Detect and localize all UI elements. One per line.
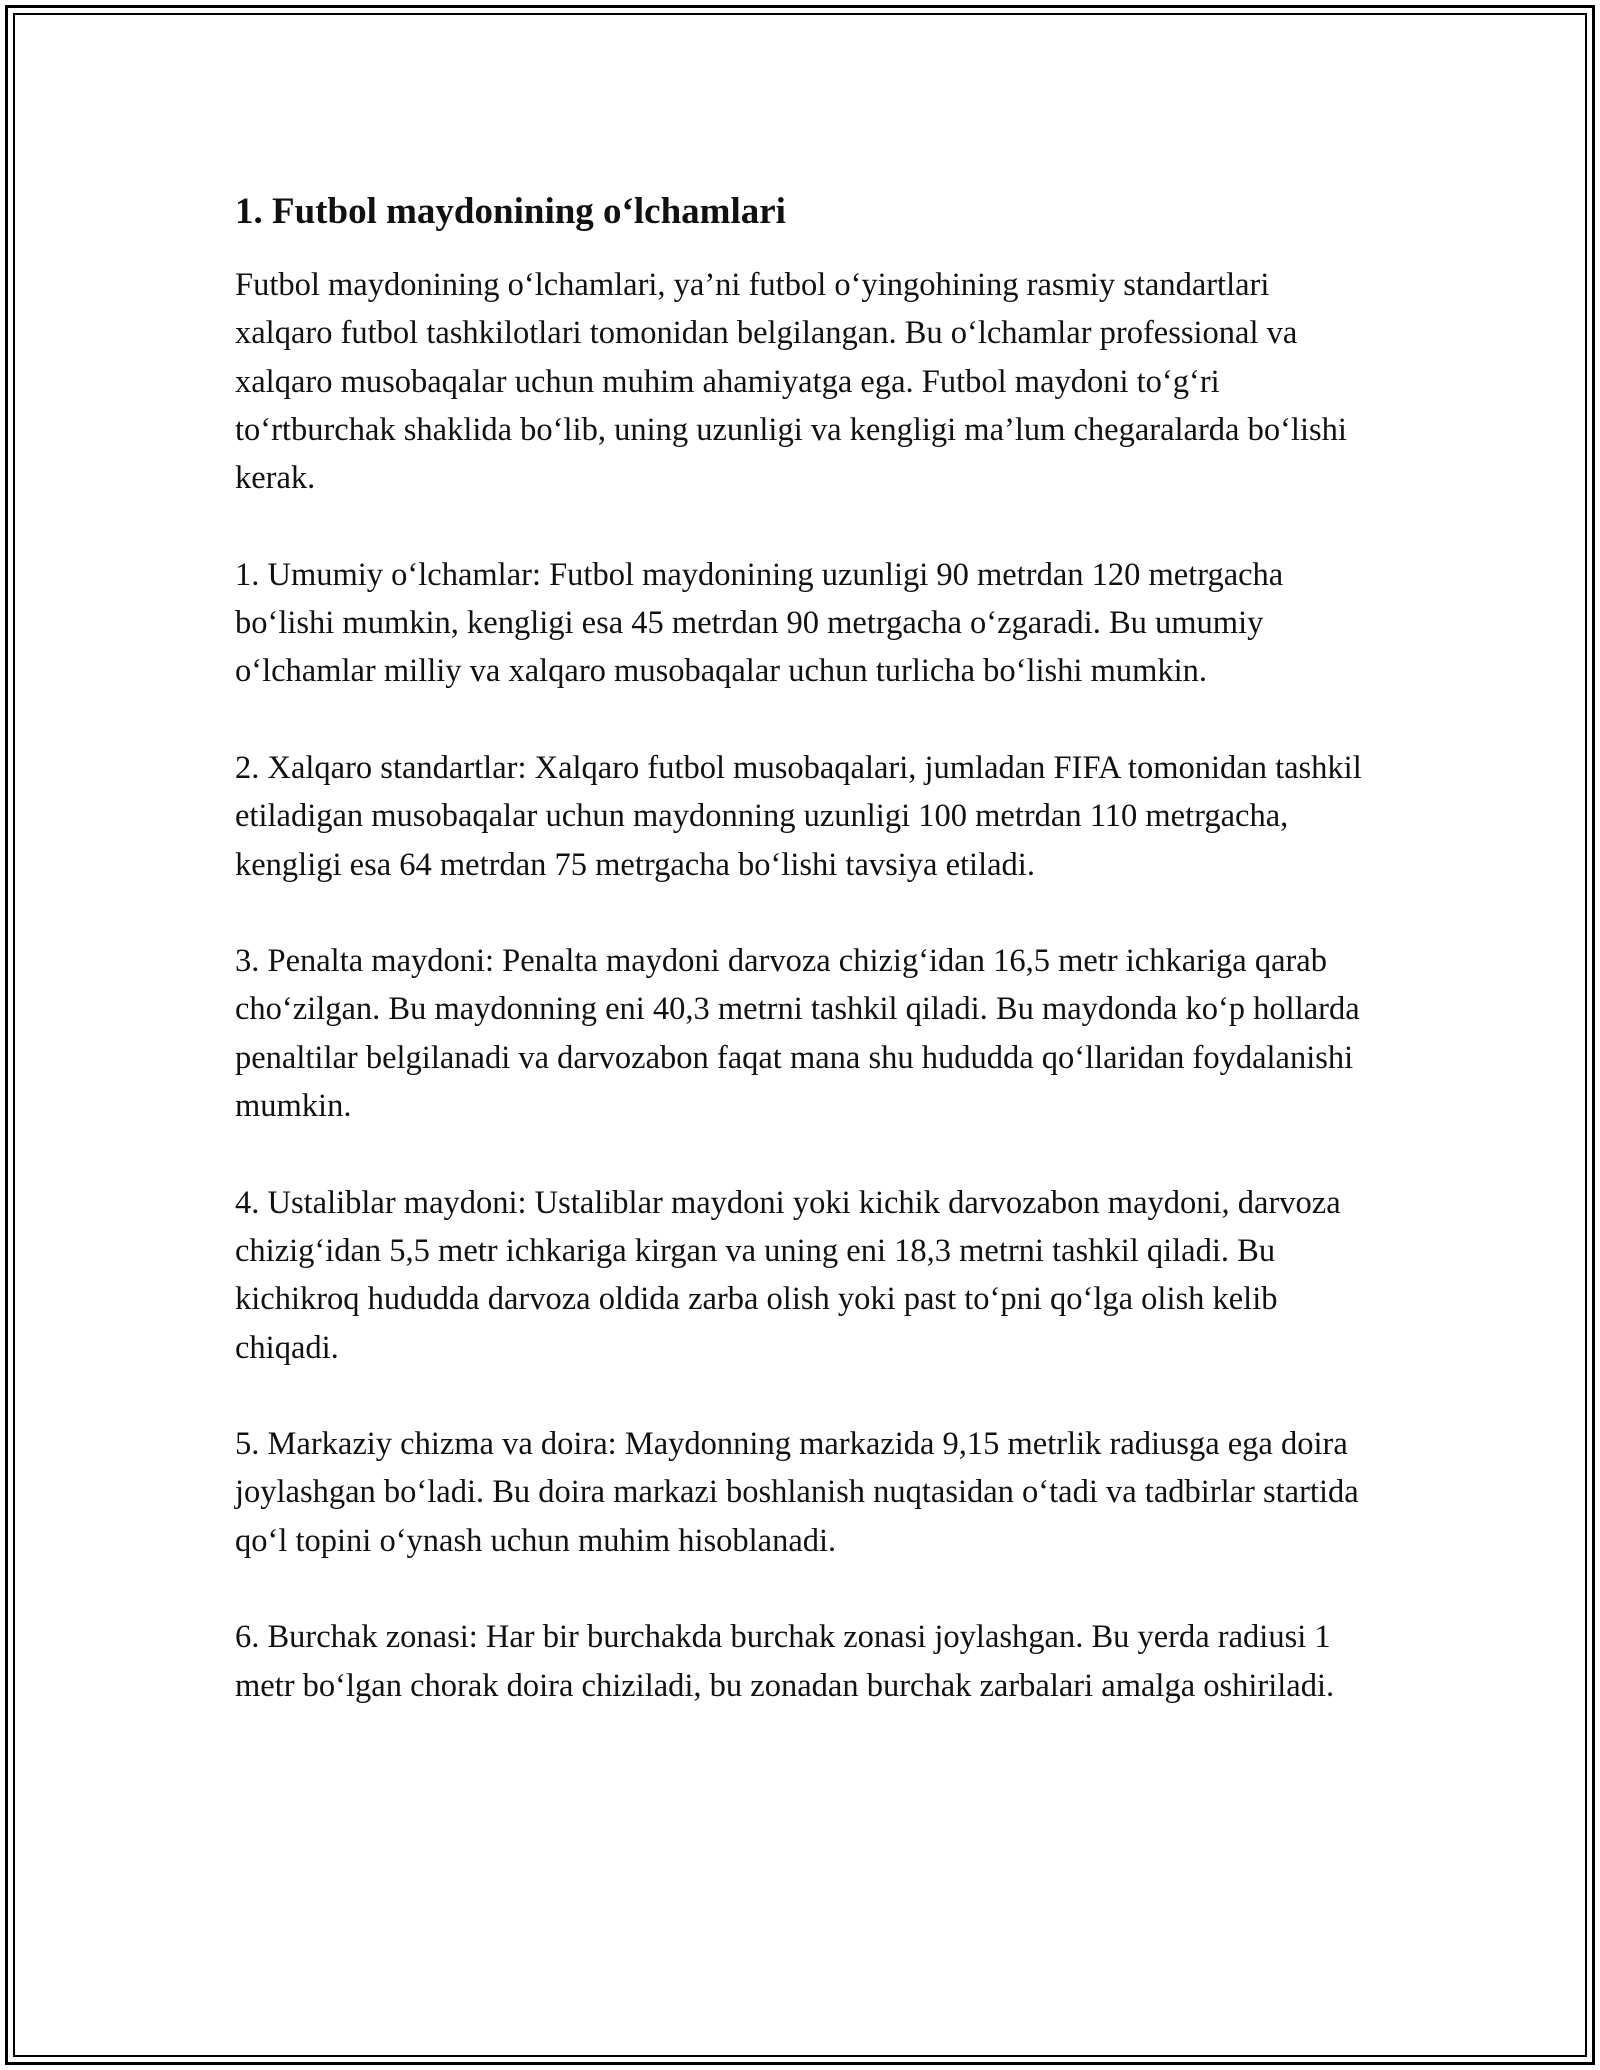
paragraph-goal-area: 4. Ustaliblar maydoni: Ustaliblar maydoni yoki kichik darvozabon maydoni, darvoza chizig‘idan 5,5 metr ichkariga kirgan va uning eni 18,3 metrni tashkil qiladi. Bu kichikroq hududda darvoza oldida zarba olish yoki past to‘pni qo‘lga olish kelib chiqadi. bbox=[235, 1184, 1341, 1366]
intro-paragraph: Futbol maydonining o‘lchamlari, ya’ni futbol o‘yingohining rasmiy standartlari xalqaro futbol tashkilotlari tomonidan belgilangan. Bu o‘lchamlar professional va xalqaro musobaqalar uchun muhim ahamiyatga ega. Futbol maydoni to‘g‘ri to‘rtburchak shaklida bo‘lib, uning uzunligi va kengligi ma’lum chegaralarda bo‘lishi kerak. bbox=[235, 267, 1347, 497]
paragraph-corner-zone: 6. Burchak zonasi: Har bir burchakda burchak zonasi joylashgan. Bu yerda radiusi 1 metr bo‘lgan chorak doira chiziladi, bu zonadan burchak zarbalari amalga oshiriladi. bbox=[235, 1619, 1335, 1704]
section-heading: 1. Futbol maydonining o‘lchamlari bbox=[235, 191, 786, 232]
paragraph-center-circle: 5. Markaziy chizma va doira: Maydonning markazida 9,15 metrlik radiusga ega doira joylashgan bo‘ladi. Bu doira markazi boshlanish nuqtasidan o‘tadi va tadbirlar startida qo‘l topini o‘ynash uchun muhim hisoblanadi. bbox=[235, 1426, 1359, 1559]
paragraph-international-standards: 2. Xalqaro standartlar: Xalqaro futbol musobaqalari, jumladan FIFA tomonidan tashkil etiladigan musobaqalar uchun maydonning uzunligi 100 metrdan 110 metrgacha, kengligi esa 64 metrdan 75 metrgacha bo‘lishi tavsiya etiladi. bbox=[235, 749, 1362, 883]
paragraph-penalty-area: 3. Penalta maydoni: Penalta maydoni darvoza chizig‘idan 16,5 metr ichkariga qarab cho‘zilgan. Bu maydonning eni 40,3 metrni tashkil qiladi. Bu maydonda ko‘p hollarda penaltilar belgilanadi va darvozabon faqat mana shu hududda qo‘llaridan foydalanishi mumkin. bbox=[235, 943, 1360, 1125]
paragraph-general-dimensions: 1. Umumiy o‘lchamlar: Futbol maydonining uzunligi 90 metrdan 120 metrgacha bo‘lishi mumkin, kengligi esa 45 metrdan 90 metrgacha o‘zgaradi. Bu umumiy o‘lchamlar milliy va xalqaro musobaqalar uchun turlicha bo‘lishi mumkin. bbox=[235, 556, 1284, 690]
document-body bbox=[235, 188, 1370, 1710]
